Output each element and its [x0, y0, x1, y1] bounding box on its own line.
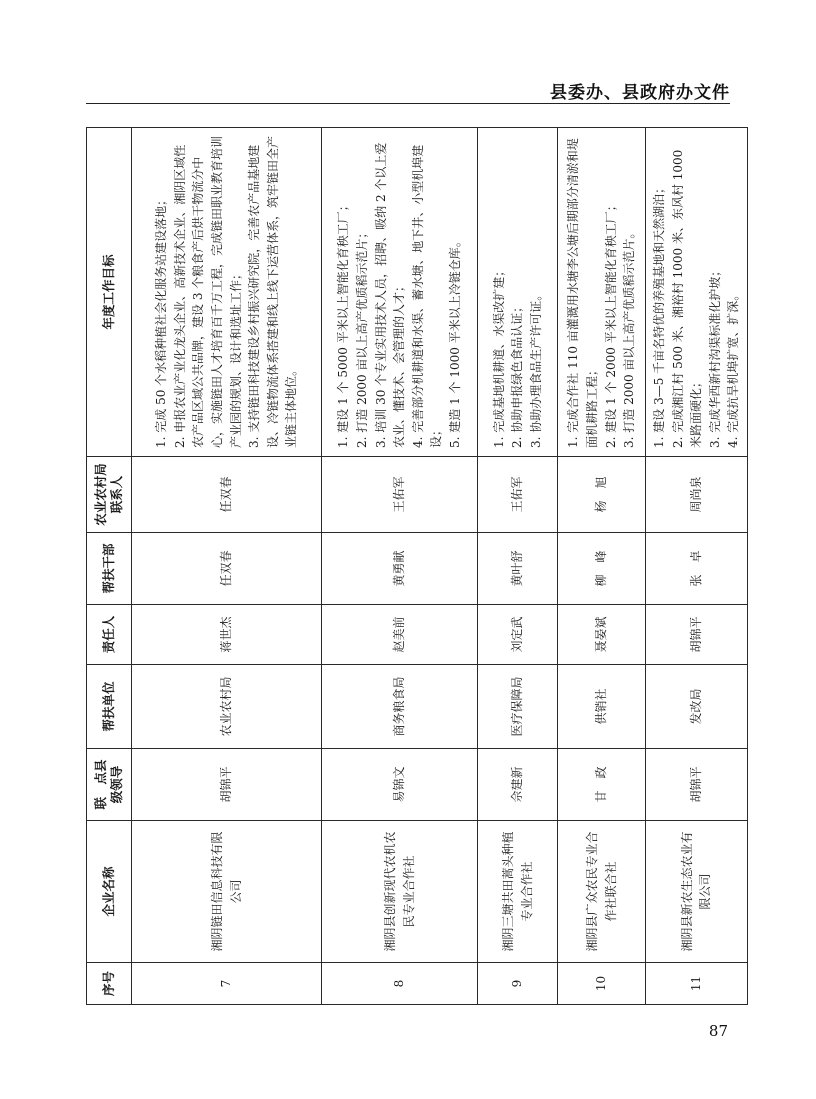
goal-item: 3. 培训 30 个专业实用技术人员，招聘、吸纳 2 个以上爱农业、懂技术、会管理的人才；	[373, 142, 407, 448]
table-row	[322, 128, 478, 1005]
goal-item: 2. 完成湘江村 500 米、湘裕村 1000 米、东风村 1000 米路面硬化；	[670, 149, 704, 448]
cell-contact: 王佑军	[478, 457, 558, 533]
header-unit: 帮扶单位	[87, 665, 132, 749]
goal-item: 3. 支持链田科技建设乡村振兴研究院，完善农产品基地建设、冷链物流体系搭建和线上线下运营体系，筑牢链田全产业链主体地位。	[247, 135, 299, 448]
goal-item: 1. 完成 50 个水稻种植社会化服务站建设落地；	[154, 193, 169, 448]
goal-item: 4. 完善部分机耕道和水渠、蓄水塘、地下井、小型机埠建设；	[410, 144, 444, 448]
header-responsible: 责任人	[87, 605, 132, 665]
cell-goals	[558, 128, 646, 457]
enterprise-support-table	[86, 127, 748, 1005]
goal-item: 1. 建设 1 个 5000 平米以上智能化育秧工厂；	[336, 199, 351, 448]
goal-item: 1. 建设 3—5 千亩名特优的养殖基地和天然湖泊；	[652, 181, 666, 448]
goal-item: 3. 完成华西新村沟渠标准化护坡；	[707, 264, 722, 448]
cell-cadre: 黄勇献	[322, 533, 478, 605]
goal-item: 3. 打造 2000 亩以上高产优质稻示范片。	[622, 226, 637, 448]
cell-unit: 供销社	[558, 665, 646, 749]
cell-leader: 佘建新	[478, 749, 558, 821]
cell-leader: 胡锦平	[646, 749, 748, 821]
page-number: 87	[708, 1022, 728, 1040]
goal-item: 2. 申报农业产业化龙头企业、高新技术企业、湘阴区域性农产品区域公共品牌，建设 3 个粮食产后烘干物流分中心，实施链田人才培育百千万工程，完成链田职业教育培训产业园的规划、设计和选址工作；	[172, 135, 243, 448]
cell-goals	[478, 128, 558, 457]
cell-unit: 医疗保障局	[478, 665, 558, 749]
cell-no: 11	[646, 963, 748, 1005]
cell-company: 湘阴县新农生态农业有限公司	[646, 821, 748, 963]
cell-goals	[322, 128, 478, 457]
goal-item: 4. 完成抗旱机埠扩宽、扩深。	[726, 288, 741, 448]
header-no: 序号	[87, 963, 132, 1005]
table-header-row	[87, 128, 132, 1005]
goal-item: 5. 建造 1 个 1000 平米以上冷链仓库。	[447, 235, 462, 448]
cell-goals	[132, 128, 322, 457]
cell-responsible: 聂晏斌	[558, 605, 646, 665]
goal-item: 2. 协助申报绿色食品认证；	[510, 300, 525, 448]
cell-cadre: 张 卓	[646, 533, 748, 605]
rotated-table-wrapper	[86, 128, 741, 1005]
header-company: 企业名称	[87, 821, 132, 963]
goal-item: 1. 完成合作社 110 亩灌溉用水塘李公塘后期部分清淤和堤面机耕路工程；	[566, 138, 599, 448]
header-leader: 联 点县级领导	[87, 749, 132, 821]
document-header-title: 县委办、县政府办文件	[550, 83, 730, 103]
cell-contact: 周尚泉	[646, 457, 748, 533]
cell-no: 7	[132, 963, 322, 1005]
table-row	[646, 128, 748, 1005]
cell-no: 10	[558, 963, 646, 1005]
cell-responsible: 赵美前	[322, 605, 478, 665]
header-contact: 农业农村局联系人	[87, 457, 132, 533]
goal-item: 1. 完成基地机耕道、水渠改扩建；	[491, 264, 506, 448]
header-cadre: 帮扶干部	[87, 533, 132, 605]
cell-responsible: 胡锦平	[646, 605, 748, 665]
cell-company: 湘阴县广众农民专业合作社联合社	[558, 821, 646, 963]
cell-leader: 易锦文	[322, 749, 478, 821]
cell-no: 9	[478, 963, 558, 1005]
table-row	[558, 128, 646, 1005]
cell-responsible: 刘定武	[478, 605, 558, 665]
cell-company: 湘阴县创新现代农机农民专业合作社	[322, 821, 478, 963]
cell-no: 8	[322, 963, 478, 1005]
goal-item: 2. 建设 1 个 2000 平米以上智能化育秧工厂；	[603, 199, 618, 448]
cell-cadre: 黄叶舒	[478, 533, 558, 605]
cell-contact: 王佑军	[322, 457, 478, 533]
header-goals: 年度工作目标	[87, 128, 132, 457]
table-row	[478, 128, 558, 1005]
cell-cadre: 柳 峰	[558, 533, 646, 605]
header-divider	[86, 103, 730, 104]
cell-company: 湘阴链田信息科技有限公司	[132, 821, 322, 963]
cell-contact: 杨 旭	[558, 457, 646, 533]
cell-goals	[646, 128, 748, 457]
cell-unit: 农业农村局	[132, 665, 322, 749]
cell-cadre: 任双春	[132, 533, 322, 605]
cell-unit: 发改局	[646, 665, 748, 749]
goal-item: 2. 打造 2000 亩以上高产优质稻示范片；	[355, 226, 370, 448]
cell-unit: 商务粮食局	[322, 665, 478, 749]
cell-company: 湘阴三塘共田蒿头种植专业合作社	[478, 821, 558, 963]
cell-leader: 甘 政	[558, 749, 646, 821]
goal-item: 3. 协助办理食品生产许可证。	[528, 288, 543, 448]
cell-contact: 任双春	[132, 457, 322, 533]
cell-responsible: 蒋世杰	[132, 605, 322, 665]
cell-leader: 胡锦平	[132, 749, 322, 821]
table-row	[132, 128, 322, 1005]
